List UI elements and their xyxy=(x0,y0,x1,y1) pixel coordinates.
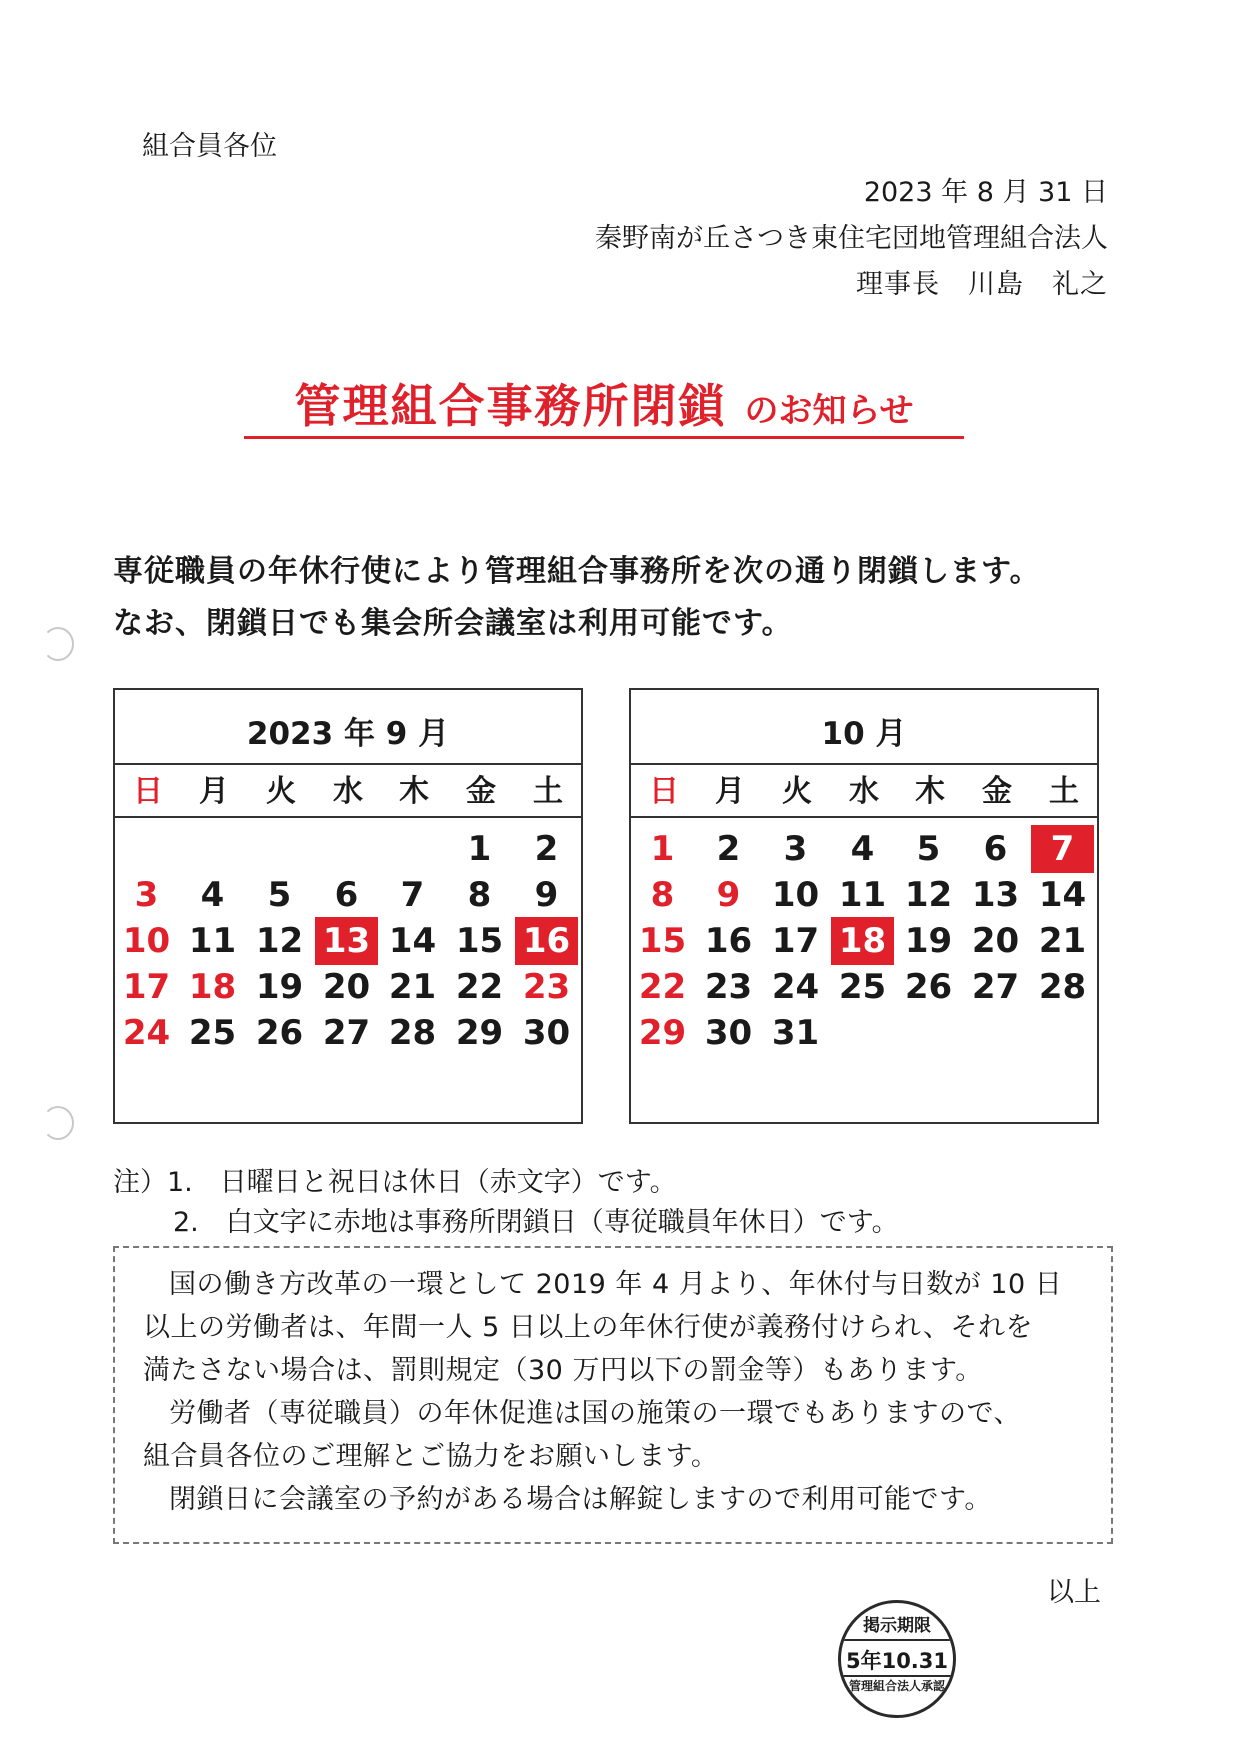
day-cell: 21 xyxy=(1038,921,1087,961)
chair-name: 理事長 川島 礼之 xyxy=(856,269,1108,300)
weekday-label: 木 xyxy=(915,774,945,809)
weekday-row xyxy=(631,772,1097,812)
weekday-label: 木 xyxy=(399,774,429,809)
calendar-divider xyxy=(115,816,581,818)
closed-day-cell: 7 xyxy=(1031,825,1094,873)
day-cell: 3 xyxy=(783,829,808,869)
day-cell: 9 xyxy=(534,875,559,915)
addressee: 組合員各位 xyxy=(142,131,277,162)
day-cell: 19 xyxy=(255,967,304,1007)
day-cell: 14 xyxy=(1038,875,1087,915)
day-cell: 6 xyxy=(983,829,1008,869)
info-line: 閉鎖日に会議室の予約がある場合は解錠しますので利用可能です。 xyxy=(169,1484,992,1515)
weekday-row xyxy=(115,772,581,812)
day-cell: 19 xyxy=(904,921,953,961)
calendar-divider xyxy=(631,763,1097,765)
issue-date: 2023 年 8 月 31 日 xyxy=(863,177,1108,208)
day-cell: 30 xyxy=(704,1013,753,1053)
day-cell: 28 xyxy=(1038,967,1087,1007)
day-cell: 17 xyxy=(771,921,820,961)
day-cell: 12 xyxy=(255,921,304,961)
weekday-label: 月 xyxy=(199,774,229,809)
day-cell: 21 xyxy=(388,967,437,1007)
calendar-title: 10 月 xyxy=(821,716,907,752)
day-cell: 20 xyxy=(322,967,371,1007)
stamp-divider xyxy=(841,1675,953,1677)
weekday-label: 火 xyxy=(266,774,296,809)
day-cell: 7 xyxy=(400,875,425,915)
weekday-label: 金 xyxy=(982,774,1012,809)
day-cell: 2 xyxy=(716,829,741,869)
weekday-label: 月 xyxy=(715,774,745,809)
punch-hole xyxy=(42,627,74,661)
day-cell: 28 xyxy=(388,1013,437,1053)
day-cell: 23 xyxy=(522,967,571,1007)
day-cell: 17 xyxy=(122,967,171,1007)
day-cell: 5 xyxy=(267,875,292,915)
stamp-date-text: 5年10.31 xyxy=(845,1649,949,1673)
day-cell: 18 xyxy=(188,967,237,1007)
day-cell: 25 xyxy=(838,967,887,1007)
calendar-october xyxy=(629,688,1099,1124)
notice-title-main: 管理組合事務所閉鎖 xyxy=(294,379,727,433)
calendar-divider xyxy=(115,763,581,765)
info-box xyxy=(113,1246,1113,1544)
weekday-label: 日 xyxy=(649,774,679,809)
day-cell: 3 xyxy=(134,875,159,915)
calendar-days xyxy=(631,825,1097,1105)
day-cell: 27 xyxy=(971,967,1020,1007)
day-cell: 6 xyxy=(334,875,359,915)
info-line: 以上の労働者は、年間一人 5 日以上の年休行使が義務付けられ、それを xyxy=(143,1312,1033,1343)
day-cell: 27 xyxy=(322,1013,371,1053)
weekday-label: 金 xyxy=(466,774,496,809)
posting-deadline-stamp xyxy=(838,1600,956,1718)
info-line: 満たさない場合は、罰則規定（30 万円以下の罰金等）もあります。 xyxy=(143,1355,983,1386)
day-cell: 25 xyxy=(188,1013,237,1053)
day-cell: 14 xyxy=(388,921,437,961)
day-cell: 2 xyxy=(534,829,559,869)
day-cell: 23 xyxy=(704,967,753,1007)
stamp-top-text: 掲示期限 xyxy=(863,1616,931,1636)
day-cell: 1 xyxy=(467,829,492,869)
day-cell: 24 xyxy=(771,967,820,1007)
day-cell: 1 xyxy=(650,829,675,869)
punch-hole xyxy=(42,1106,74,1140)
weekday-label: 水 xyxy=(333,774,363,809)
notice-title-sub: のお知らせ xyxy=(744,391,914,431)
day-cell: 11 xyxy=(838,875,887,915)
day-cell: 31 xyxy=(771,1013,820,1053)
weekday-label: 火 xyxy=(782,774,812,809)
calendar-days xyxy=(115,825,581,1105)
calendar-divider xyxy=(631,816,1097,818)
title-underline xyxy=(244,436,964,439)
day-cell: 4 xyxy=(200,875,225,915)
organization-name: 秦野南が丘さつき東住宅団地管理組合法人 xyxy=(595,223,1108,254)
day-cell: 9 xyxy=(716,875,741,915)
weekday-label: 土 xyxy=(533,774,563,809)
day-cell: 16 xyxy=(704,921,753,961)
day-cell: 8 xyxy=(467,875,492,915)
weekday-label: 水 xyxy=(849,774,879,809)
info-line: 組合員各位のご理解とご協力をお願いします。 xyxy=(143,1441,719,1472)
closed-day-cell: 16 xyxy=(515,917,578,965)
day-cell: 8 xyxy=(650,875,675,915)
note-line-1: 注）1. 日曜日と祝日は休日（赤文字）です。 xyxy=(113,1167,677,1198)
info-line: 国の働き方改革の一環として 2019 年 4 月より、年休付与日数が 10 日 xyxy=(169,1269,1063,1300)
day-cell: 24 xyxy=(122,1013,171,1053)
day-cell: 22 xyxy=(638,967,687,1007)
day-cell: 4 xyxy=(850,829,875,869)
day-cell: 22 xyxy=(455,967,504,1007)
closing-word: 以上 xyxy=(1047,1577,1101,1608)
info-line: 労働者（専従職員）の年休促進は国の施策の一環でもありますので、 xyxy=(169,1398,1021,1429)
day-cell: 12 xyxy=(904,875,953,915)
day-cell: 29 xyxy=(638,1013,687,1053)
day-cell: 26 xyxy=(255,1013,304,1053)
notice-title xyxy=(244,370,964,436)
day-cell: 20 xyxy=(971,921,1020,961)
closed-day-cell: 18 xyxy=(831,917,894,965)
day-cell: 29 xyxy=(455,1013,504,1053)
calendar-title: 2023 年 9 月 xyxy=(246,716,450,752)
weekday-label: 土 xyxy=(1049,774,1079,809)
lead-line-1: 専従職員の年休行使により管理組合事務所を次の通り閉鎖します。 xyxy=(113,554,1041,589)
stamp-divider xyxy=(841,1639,953,1641)
lead-line-2: なお、閉鎖日でも集会所会議室は利用可能です。 xyxy=(113,606,793,641)
day-cell: 11 xyxy=(188,921,237,961)
day-cell: 13 xyxy=(971,875,1020,915)
note-line-2: 2. 白文字に赤地は事務所閉鎖日（専従職員年休日）です。 xyxy=(173,1207,899,1238)
day-cell: 15 xyxy=(455,921,504,961)
day-cell: 26 xyxy=(904,967,953,1007)
day-cell: 10 xyxy=(122,921,171,961)
closed-day-cell: 13 xyxy=(315,917,378,965)
day-cell: 30 xyxy=(522,1013,571,1053)
calendar-september xyxy=(113,688,583,1124)
day-cell: 15 xyxy=(638,921,687,961)
day-cell: 10 xyxy=(771,875,820,915)
weekday-label: 日 xyxy=(133,774,163,809)
stamp-bottom-text: 管理組合法人承認 xyxy=(848,1679,945,1693)
day-cell: 5 xyxy=(916,829,941,869)
